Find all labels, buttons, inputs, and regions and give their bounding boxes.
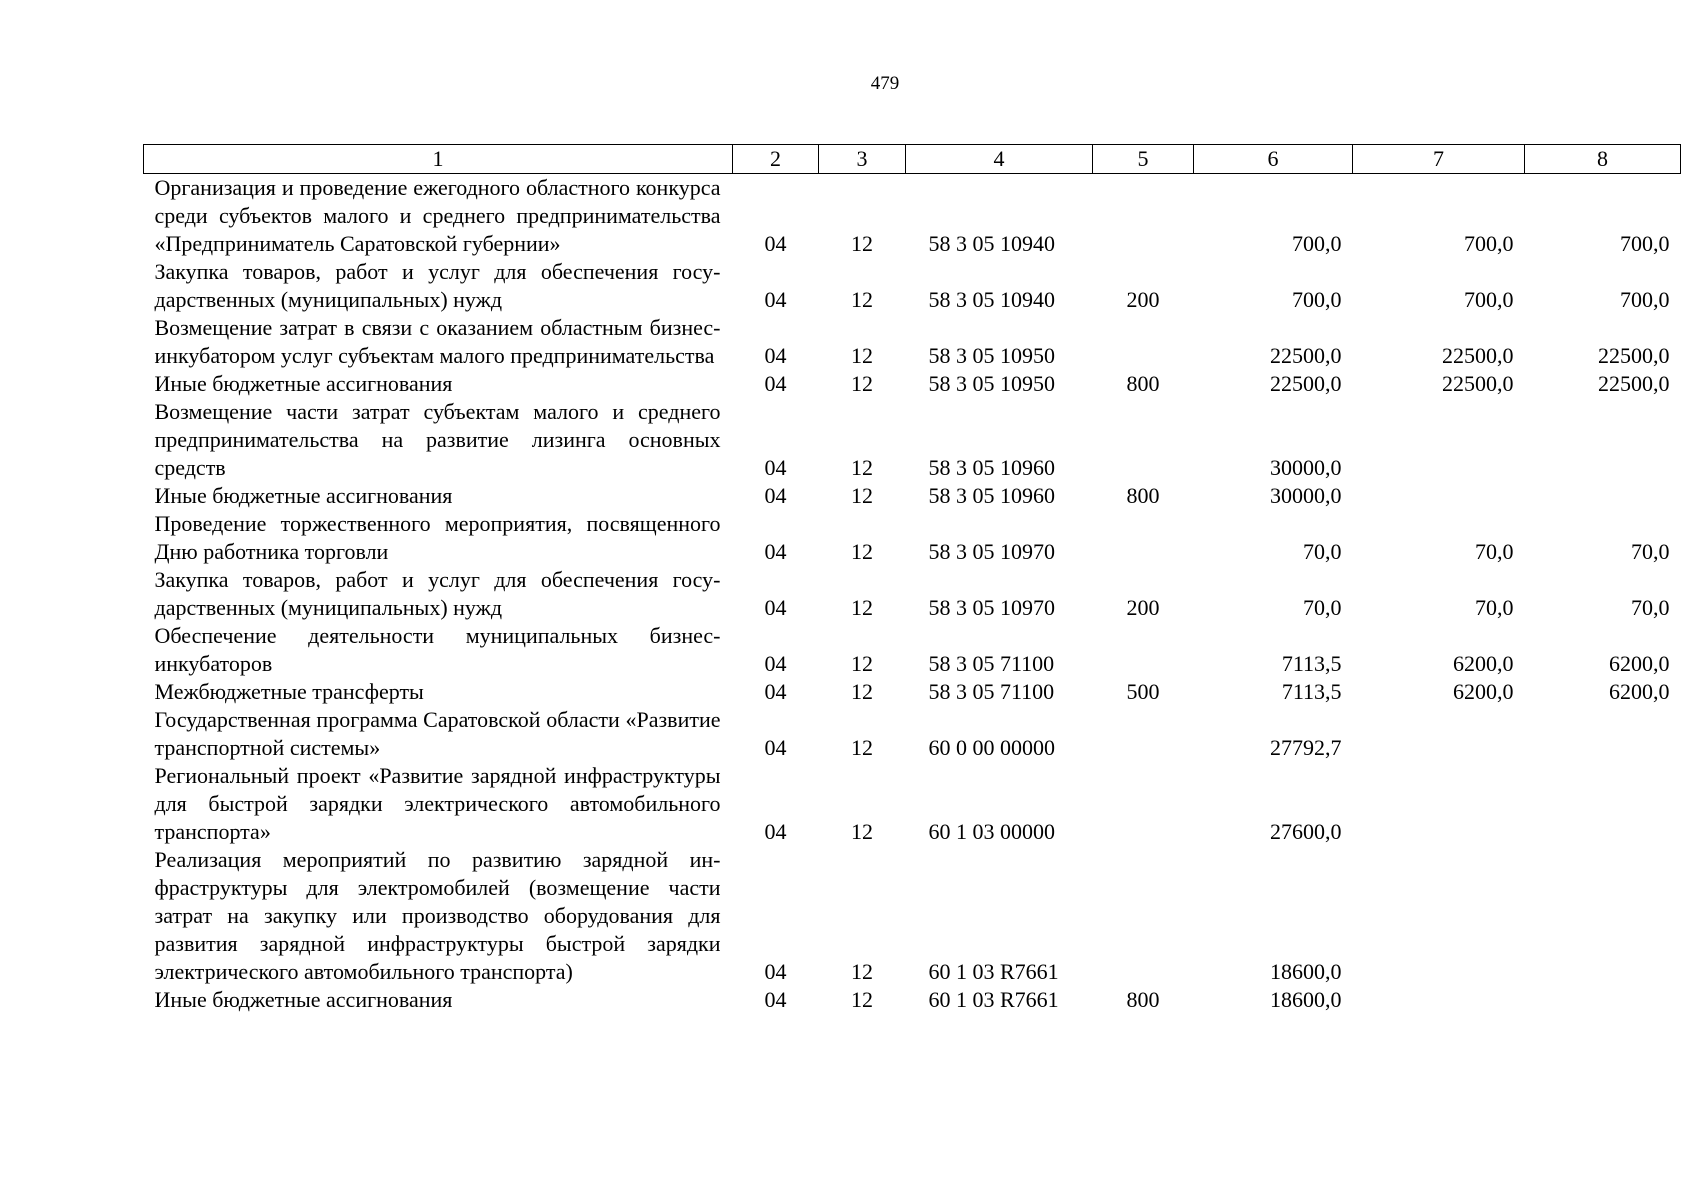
row-value-col6: 7113,5 — [1281, 679, 1342, 704]
header-col-5: 5 — [1093, 145, 1194, 174]
row-expense-type — [1093, 174, 1194, 259]
table-row — [144, 510, 1681, 566]
row-target-code: 58 3 05 10960 — [928, 455, 1055, 480]
table-row — [144, 706, 1681, 762]
row-value-col7: 22500,0 — [1442, 343, 1514, 368]
table-row — [144, 566, 1681, 622]
row-value-col8: 70,0 — [1631, 539, 1670, 564]
row-target-code: 58 3 05 10940 — [928, 287, 1055, 312]
row-name: Иные бюджетные ассигнования — [154, 371, 453, 396]
row-section: 04 — [764, 651, 787, 676]
header-col-1: 1 — [144, 145, 733, 174]
row-subsection: 12 — [851, 735, 873, 760]
header-col-7: 7 — [1353, 145, 1525, 174]
table-row — [144, 846, 1681, 986]
row-value-col7 — [1353, 846, 1525, 986]
row-subsection: 12 — [851, 287, 873, 312]
row-value-col8: 22500,0 — [1598, 343, 1670, 368]
table-row — [144, 174, 1681, 259]
row-section: 04 — [764, 371, 787, 396]
row-subsection: 12 — [851, 819, 873, 844]
row-value-col6: 30000,0 — [1270, 483, 1342, 508]
row-target-code: 60 1 03 R7661 — [928, 959, 1059, 984]
row-value-col6: 27792,7 — [1270, 735, 1342, 760]
row-target-code: 58 3 05 71100 — [928, 679, 1055, 704]
row-section: 04 — [764, 987, 787, 1012]
row-expense-type: 500 — [1126, 679, 1160, 704]
header-col-3: 3 — [819, 145, 906, 174]
row-target-code: 58 3 05 10940 — [928, 231, 1055, 256]
row-expense-type — [1093, 762, 1194, 846]
row-value-col7 — [1353, 398, 1525, 482]
row-value-col6: 22500,0 — [1270, 343, 1342, 368]
row-section: 04 — [764, 287, 787, 312]
row-section: 04 — [764, 679, 787, 704]
row-value-col7: 22500,0 — [1442, 371, 1514, 396]
row-target-code: 60 1 03 R7661 — [928, 987, 1059, 1012]
row-value-col8 — [1525, 706, 1681, 762]
header-row — [144, 145, 1681, 174]
table-row — [144, 258, 1681, 314]
row-value-col8 — [1525, 482, 1681, 510]
row-name: Иные бюджетные ассигнования — [154, 483, 453, 508]
row-name: Закупка товаров, работ и услуг для обеспечения государственных (муниципальных) нужд — [154, 567, 721, 620]
row-value-col6: 700,0 — [1292, 287, 1342, 312]
row-value-col7: 70,0 — [1475, 595, 1514, 620]
row-section: 04 — [764, 735, 787, 760]
row-subsection: 12 — [851, 651, 873, 676]
table-row — [144, 762, 1681, 846]
row-expense-type — [1093, 314, 1194, 370]
row-value-col7: 700,0 — [1464, 231, 1514, 256]
row-subsection: 12 — [851, 539, 873, 564]
row-value-col7: 6200,0 — [1453, 679, 1514, 704]
table-row — [144, 986, 1681, 1014]
row-name: Возмещение части затрат субъектам малого и среднего предпринимательства на развитие лизинга основных средств — [154, 399, 721, 480]
row-expense-type — [1093, 622, 1194, 678]
row-value-col7: 70,0 — [1475, 539, 1514, 564]
row-section: 04 — [764, 455, 787, 480]
row-value-col7: 6200,0 — [1453, 651, 1514, 676]
row-name: Иные бюджетные ассигнования — [154, 987, 453, 1012]
row-value-col6: 18600,0 — [1270, 987, 1342, 1012]
row-expense-type — [1093, 846, 1194, 986]
row-value-col6: 18600,0 — [1270, 959, 1342, 984]
row-target-code: 58 3 05 10950 — [928, 343, 1055, 368]
row-subsection: 12 — [851, 455, 873, 480]
table-row — [144, 678, 1681, 706]
row-value-col7 — [1353, 762, 1525, 846]
row-value-col6: 22500,0 — [1270, 371, 1342, 396]
row-subsection: 12 — [851, 343, 873, 368]
row-expense-type — [1093, 398, 1194, 482]
row-name: Реализация мероприятий по развитию зарядной инфраструктуры для электромобилей (возмещение части затрат на закупку или производство оборудования для развития зарядной инфраструктуры быстрой зарядки электрического автомобильного транспорта) — [154, 847, 721, 984]
row-section: 04 — [764, 539, 787, 564]
row-value-col7 — [1353, 706, 1525, 762]
row-value-col6: 700,0 — [1292, 231, 1342, 256]
row-subsection: 12 — [851, 595, 873, 620]
row-value-col7 — [1353, 482, 1525, 510]
row-section: 04 — [764, 483, 787, 508]
row-name: Государственная программа Саратовской области «Развитие транспортной системы» — [154, 707, 721, 760]
row-value-col8: 70,0 — [1631, 595, 1670, 620]
row-expense-type: 800 — [1126, 987, 1160, 1012]
header-col-8: 8 — [1525, 145, 1681, 174]
row-section: 04 — [764, 819, 787, 844]
row-name: Региональный проект «Развитие зарядной инфраструктуры для быстрой зарядки электрического автомобильного транспорта» — [154, 763, 721, 844]
row-target-code: 60 0 00 00000 — [928, 735, 1055, 760]
row-section: 04 — [764, 959, 787, 984]
row-section: 04 — [764, 595, 787, 620]
table-row — [144, 482, 1681, 510]
row-expense-type: 200 — [1126, 287, 1160, 312]
row-value-col8: 6200,0 — [1609, 651, 1670, 676]
table-row — [144, 370, 1681, 398]
row-value-col7: 700,0 — [1464, 287, 1514, 312]
row-name: Закупка товаров, работ и услуг для обеспечения государственных (муниципальных) нужд — [154, 259, 721, 312]
row-subsection: 12 — [851, 371, 873, 396]
row-value-col6: 70,0 — [1303, 539, 1342, 564]
row-name: Обеспечение деятельности муниципальных бизнес-инкубаторов — [154, 623, 721, 676]
table-row — [144, 314, 1681, 370]
row-name: Организация и проведение ежегодного областного конкурса среди субъектов малого и среднего предпринимательства «Предприниматель Саратовской губернии» — [154, 175, 721, 256]
row-value-col8: 6200,0 — [1609, 679, 1670, 704]
table-row — [144, 398, 1681, 482]
row-section: 04 — [764, 231, 787, 256]
table-body — [144, 174, 1681, 1015]
row-section: 04 — [764, 343, 787, 368]
row-subsection: 12 — [851, 959, 873, 984]
table-header — [144, 145, 1681, 174]
row-expense-type — [1093, 510, 1194, 566]
row-target-code: 60 1 03 00000 — [928, 819, 1055, 844]
row-expense-type: 800 — [1126, 483, 1160, 508]
row-value-col6: 7113,5 — [1281, 651, 1342, 676]
row-value-col8 — [1525, 398, 1681, 482]
row-value-col8: 700,0 — [1620, 231, 1670, 256]
row-value-col6: 70,0 — [1303, 595, 1342, 620]
row-subsection: 12 — [851, 679, 873, 704]
row-target-code: 58 3 05 71100 — [928, 651, 1055, 676]
header-col-4: 4 — [906, 145, 1093, 174]
row-value-col8: 22500,0 — [1598, 371, 1670, 396]
page-number: 479 — [870, 73, 900, 94]
row-value-col8 — [1525, 762, 1681, 846]
row-target-code: 58 3 05 10970 — [928, 539, 1055, 564]
row-value-col8 — [1525, 846, 1681, 986]
row-value-col6: 27600,0 — [1270, 819, 1342, 844]
row-name: Межбюджетные трансферты — [154, 679, 424, 704]
row-subsection: 12 — [851, 231, 873, 256]
row-expense-type: 200 — [1126, 595, 1160, 620]
row-subsection: 12 — [851, 987, 873, 1012]
row-target-code: 58 3 05 10970 — [928, 595, 1055, 620]
row-value-col6: 30000,0 — [1270, 455, 1342, 480]
header-col-2: 2 — [733, 145, 819, 174]
row-name: Проведение торжественного мероприятия, посвященного Дню работника торговли — [154, 511, 721, 564]
table-row — [144, 622, 1681, 678]
row-name: Возмещение затрат в связи с оказанием областным бизнес-инкубатором услуг субъектам малого предпринимательства — [154, 315, 721, 368]
row-value-col8: 700,0 — [1620, 287, 1670, 312]
row-value-col7 — [1353, 986, 1525, 1014]
budget-table — [143, 144, 1681, 1014]
row-subsection: 12 — [851, 483, 873, 508]
row-target-code: 58 3 05 10950 — [928, 371, 1055, 396]
row-value-col8 — [1525, 986, 1681, 1014]
row-target-code: 58 3 05 10960 — [928, 483, 1055, 508]
row-expense-type — [1093, 706, 1194, 762]
header-col-6: 6 — [1194, 145, 1353, 174]
row-expense-type: 800 — [1126, 371, 1160, 396]
